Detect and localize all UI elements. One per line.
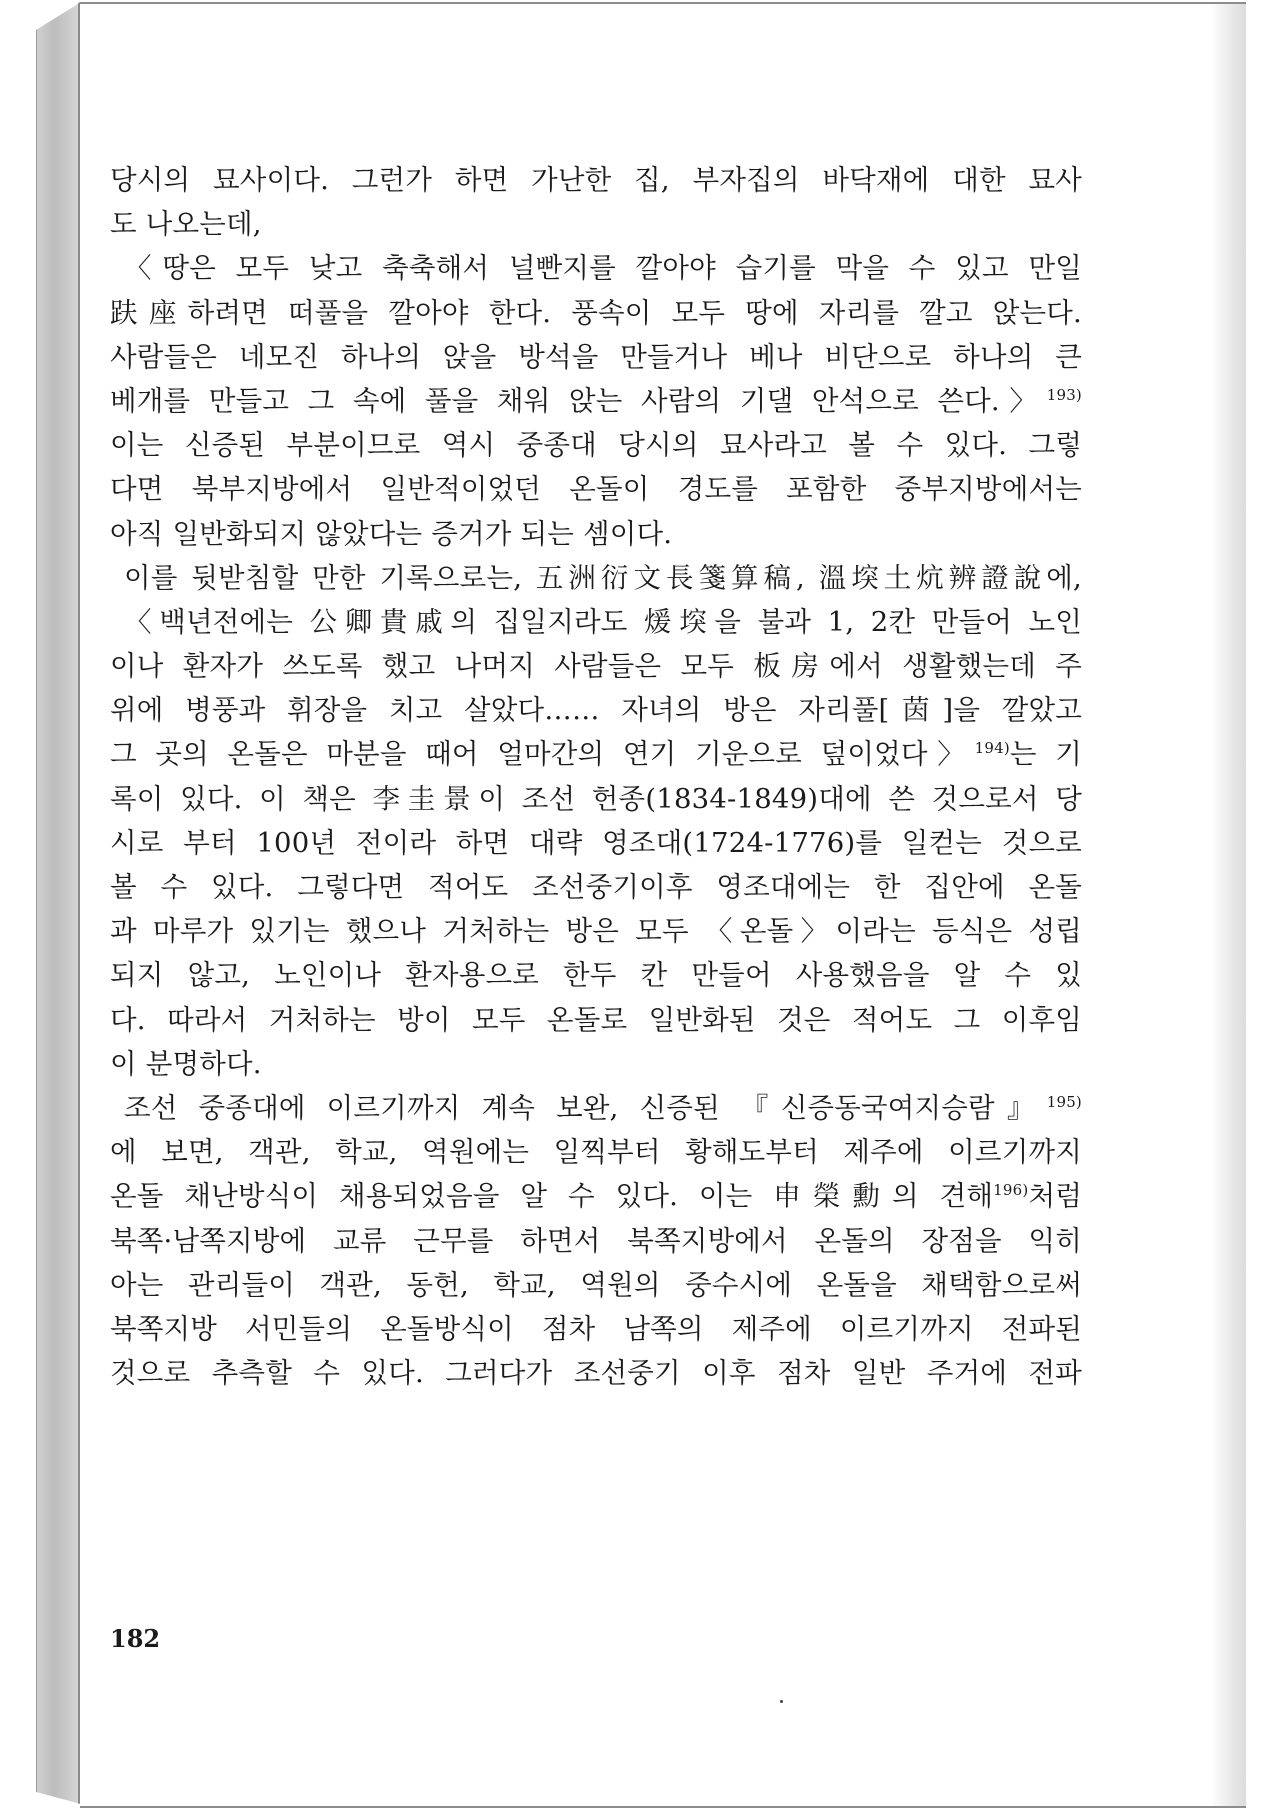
text-line [110,158,1082,202]
footnote-marker: 195) [1046,1092,1082,1111]
text-line-content: 조선 중종대에 이르기까지 계속 보완, 신증된 『신증동국여지승람』 [124,1091,1047,1124]
page-number: 182 [110,1624,161,1653]
text-line [110,732,1082,776]
text-line-content: 록이 있다. 이 책은 李圭景이 조선 헌종(1834-1849)대에 쓴 것으로서 당 [110,782,1082,815]
text-line-content: 이 분명하다. [110,1047,262,1080]
text-line-content: 되지 않고, 노인이나 환자용으로 한두 칸 만들어 사용했음을 알 수 있 [110,959,1082,992]
text-line [110,423,1082,467]
text-line [110,1042,1082,1086]
scan-speck [780,1700,783,1703]
text-line [110,512,1082,556]
text-line [110,953,1082,997]
text-line-content: 그 곳의 온돌은 마분을 때어 얼마간의 연기 기운으로 덮이었다〉 [110,738,975,771]
footnote-marker: 193) [1046,385,1082,404]
text-line [110,291,1082,335]
text-line-content: 온돌 채난방식이 채용되었음을 알 수 있다. 이는 申榮勳의 견해 [110,1180,994,1213]
text-line [110,600,1082,644]
page-margin-right [1246,0,1279,1806]
text-line-content: 과 마루가 있기는 했으나 거처하는 방은 모두 〈온돌〉이라는 등식은 성립 [110,915,1082,948]
text-line-content: 볼 수 있다. 그렇다면 적어도 조선중기이후 영조대에는 한 집안에 온돌 [110,871,1082,903]
text-line-content: 북쪽지방 서민들의 온돌방식이 점차 남쪽의 제주에 이르기까지 전파된 [110,1312,1082,1345]
text-line [110,246,1082,290]
text-line [110,335,1082,379]
text-line [110,1086,1082,1130]
text-line-content: 이를 뒷받침할 만한 기록으로는, 五洲衍文長箋算稿, 溫堗土炕辨證說에, [124,561,1082,594]
footnote-marker: 196) [993,1181,1029,1200]
text-line [110,1307,1082,1351]
text-line [110,1263,1082,1307]
book-spine-edge [36,2,80,1804]
text-line-content: 아직 일반화되지 않았다는 증거가 되는 셈이다. [110,517,673,550]
text-line [110,909,1082,953]
text-line [110,688,1082,732]
text-line [110,467,1082,511]
text-line-content: 趺座하려면 떠풀을 깔아야 한다. 풍속이 모두 땅에 자리를 깔고 앉는다. [110,296,1082,329]
text-line [110,556,1082,600]
text-line [110,1130,1082,1174]
body-text [110,158,1082,1395]
text-line-content: 아는 관리들이 객관, 동헌, 학교, 역원의 중수시에 온돌을 채택함으로써 [110,1268,1082,1301]
text-line [110,865,1082,909]
page-edge-shadow [1210,4,1246,1806]
footnote-marker: 194) [974,739,1010,758]
text-line [110,644,1082,688]
text-line-content: 당시의 묘사이다. 그런가 하면 가난한 집, 부자집의 바닥재에 대한 묘사 [110,164,1082,196]
text-line-continuation: 는 기 [1009,738,1082,771]
text-line-content: 〈백년전에는 公卿貴戚의 집일지라도 煖堗을 불과 1, 2칸 만들어 노인 [124,605,1082,638]
text-line-content: 도 나오는데, [110,208,262,241]
text-line [110,1351,1082,1395]
text-line [110,998,1082,1042]
text-line-continuation: 처럼 [1028,1180,1082,1213]
text-line-content: 다면 북부지방에서 일반적이었던 온돌이 경도를 포함한 중부지방에서는 [110,473,1082,506]
text-line-content: 위에 병풍과 휘장을 치고 살았다…… 자녀의 방은 자리풀[茵]을 깔았고 [110,694,1082,727]
text-line [110,1174,1082,1218]
text-line [110,379,1082,423]
text-line-content: 베개를 만들고 그 속에 풀을 채워 앉는 사람의 기댈 안석으로 쓴다.〉 [110,384,1047,417]
text-line [110,202,1082,246]
text-line-content: 사람들은 네모진 하나의 앉을 방석을 만들거나 베나 비단으로 하나의 큰 [110,340,1082,373]
text-line-content: 북쪽·남쪽지방에 교류 근무를 하면서 북쪽지방에서 온돌의 장점을 익히 [110,1224,1082,1257]
text-line [110,777,1082,821]
text-line-content: 것으로 추측할 수 있다. 그러다가 조선중기 이후 점차 일반 주거에 전파 [110,1357,1082,1390]
text-line-content: 이는 신증된 부분이므로 역시 중종대 당시의 묘사라고 볼 수 있다. 그렇 [110,429,1082,462]
text-line-content: 이나 환자가 쓰도록 했고 나머지 사람들은 모두 板房에서 생활했는데 주 [110,650,1082,683]
text-line [110,821,1082,865]
text-line-content: 에 보면, 객관, 학교, 역원에는 일찍부터 황해도부터 제주에 이르기까지 [110,1136,1082,1169]
text-line-content: 다. 따라서 거처하는 방이 모두 온돌로 일반화된 것은 적어도 그 이후임 [110,1003,1082,1036]
text-line-content: 〈땅은 모두 낮고 축축해서 널빤지를 깔아야 습기를 막을 수 있고 만일 [124,252,1082,285]
text-line-content: 시로 부터 100년 전이라 하면 대략 영조대(1724-1776)를 일컫는 것으로 [110,826,1082,859]
text-line [110,1219,1082,1263]
